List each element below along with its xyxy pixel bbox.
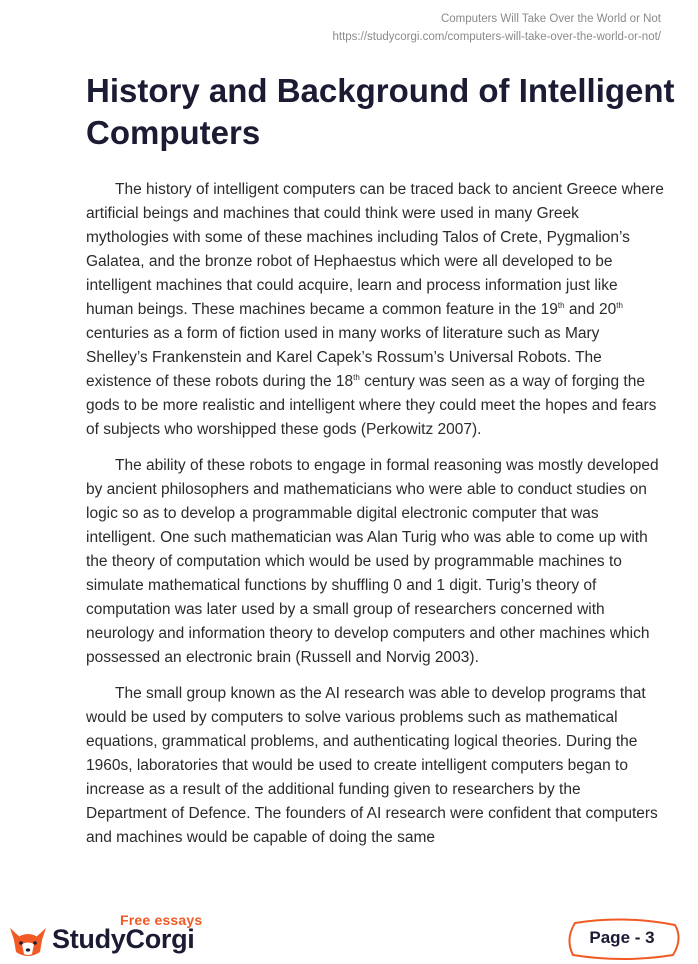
corgi-logo-icon bbox=[8, 924, 48, 958]
free-essays-tagline: Free essays bbox=[120, 912, 203, 928]
p1-text-a: The history of intelligent computers can be traced back to ancient Greece where artificial beings and machines that could think were used in many Greek mythologies with some of these machines including Talos of Crete, Pygmalion’s Galatea, and the bronze robot of Hephaestus which were all developed to be intelligent machines that could acquire, learn and process information just like human beings. These machines became a common feature in the 19 bbox=[86, 181, 664, 318]
header-doc-title: Computers Will Take Over the World or Not bbox=[440, 13, 661, 25]
p1-text-b: and 20 bbox=[564, 301, 617, 318]
section-title: History and Background of Intelligent Computers bbox=[86, 72, 675, 151]
page-number-badge bbox=[563, 917, 683, 961]
p1-sup-2: th bbox=[616, 300, 623, 310]
p1-text-d: century was seen as a way of forging the gods to be more realistic and intelligent where they could meet the hopes and fears of subjects who worshipped these gods (Perkowitz 2007). bbox=[86, 373, 657, 438]
brand-name: StudyCorgi bbox=[52, 924, 195, 954]
p1-sup-3: th bbox=[353, 372, 360, 382]
header-url[interactable]: https://studycorgi.com/computers-will-take-over-the-world-or-not/ bbox=[332, 31, 661, 43]
p1-sup-1: th bbox=[557, 300, 565, 310]
studycorgi-logo[interactable] bbox=[4, 910, 224, 960]
paragraph-2: The ability of these robots to engage in formal reasoning was mostly developed by ancient philosophers and mathematicians who were able to conduct studies on logic so as to develop a programmable digital electronic computer that was intelligent. One such mathematician was Alan Turig who was able to come up with the theory of computation which would be used by programmable machines to simulate mathematical functions by shuffling 0 and 1 digit. Turig’s theory of computation was later used by a small group of researchers concerned with neurology and information theory to develop computers and other machines which possessed an electronic brain (Russell and Norvig 2003). bbox=[86, 457, 659, 666]
paragraph-3: The small group known as the AI research was able to develop programs that would be used by computers to solve various problems such as mathematical equations, grammatical problems, and authenticating logical theories. During the 1960s, laboratories that would be used to create intelligent computers began to increase as a result of the additional funding given to researchers by the Department of Defence. The founders of AI research were confident that computers and machines would be capable of doing the same bbox=[86, 685, 658, 846]
page-header bbox=[333, 10, 662, 46]
p1-text-c: centuries as a form of fiction used in many works of literature such as Mary Shelley’s Frankenstein and Karel Capek’s Rossum’s Universal Robots. The existence of these robots during the 18 bbox=[86, 325, 602, 390]
paragraph-1 bbox=[86, 178, 664, 442]
article-body bbox=[86, 178, 664, 862]
page-number: Page - 3 bbox=[589, 928, 655, 947]
